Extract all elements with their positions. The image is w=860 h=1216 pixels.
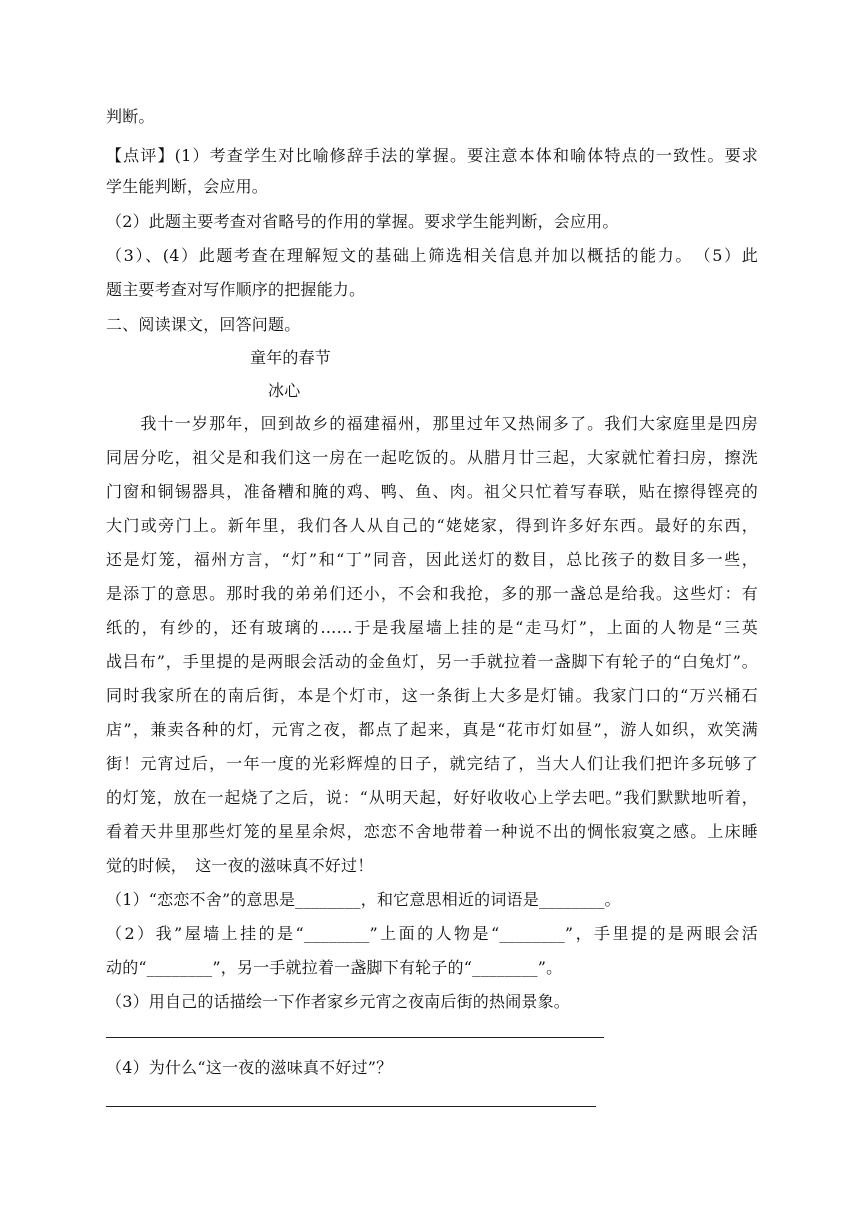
- passage-line: 是添丁的意思。那时我的弟弟们还小，不会和我抢，多的那一盏总是给我。这些灯：有: [106, 584, 758, 603]
- passage-line: 同居分吃，祖父是和我们这一房在一起吃饭的。从腊月廿三起，大家就忙着扫房，擦洗: [106, 448, 758, 467]
- passage-line: 还是灯笼，福州方言，“灯”和“丁”同音，因此送灯的数目，总比孩子的数目多一些，: [106, 550, 758, 569]
- passage-line: 的灯笼，放在一起烧了之后，说：“从明天起，好好收收心上学去吧。”我们默默地听着，: [106, 788, 758, 807]
- question-2-line-1: （2）我”屋墙上挂的是“________”上面的人物是“________”，手里提的是两眼会活: [106, 924, 758, 943]
- passage-line: 同时我家所在的南后街，本是个灯市，这一条街上大多是灯铺。我家门口的“万兴桶石: [106, 686, 758, 705]
- text-line: （3）、(4）此题考查在理解短文的基础上筛选相关信息并加以概括的能力。 （5）此: [106, 246, 758, 265]
- question-1: （1）“恋恋不舍”的意思是________，和它意思相近的词语是________。: [106, 890, 621, 909]
- section-heading: 二、阅读课文，回答问题。: [106, 315, 301, 334]
- passage-line: 店”，兼卖各种的灯，元宵之夜，都点了起来，真是“花市灯如昼”，游人如织，欢笑满: [106, 720, 758, 739]
- comment-heading-line: 【点评】(1）考查学生对比喻修辞手法的掌握。要注意本体和喻体特点的一致性。要求: [106, 146, 758, 165]
- text-line: 学生能判断，会应用。: [106, 177, 269, 196]
- text-line: 判断。: [106, 107, 155, 126]
- question-2-line-2: 动的“________”，另一手就拉着一盏脚下有轮子的“________”。: [106, 958, 563, 977]
- passage-line: 大门或旁门上。新年里，我们各人从自己的“姥姥家，得到许多好东西。最好的东西，: [106, 516, 758, 535]
- text-line: （2）此题主要考查对省略号的作用的掌握。要求学生能判断，会应用。: [106, 212, 619, 231]
- passage-line: 战吕布”，手里提的是两眼会活动的金鱼灯，另一手就拉着一盏脚下有轮子的“白兔灯”。: [106, 652, 758, 671]
- passage-line: 纸的，有纱的，还有玻璃的……于是我屋墙上挂的是“走马灯”，上面的人物是“三英: [106, 618, 758, 637]
- passage-line: 觉的时候， 这一夜的滋味真不好过！: [106, 856, 374, 875]
- passage-line: 街！元宵过后，一年一度的光彩辉煌的日子，就完结了，当大人们让我们把许多玩够了: [106, 754, 758, 773]
- text-line: 题主要考查对写作顺序的把握能力。: [106, 280, 366, 299]
- question-3: （3）用自己的话描绘一下作者家乡元宵之夜南后街的热闹景象。: [106, 992, 570, 1011]
- question-4: （4）为什么“这一夜的滋味真不好过”？: [106, 1058, 393, 1077]
- answer-line-q4[interactable]: [106, 1106, 596, 1107]
- answer-line-q3[interactable]: [106, 1037, 604, 1038]
- passage-line: 我十一岁那年，回到故乡的福建福州，那里过年又热闹多了。我们大家庭里是四房: [106, 414, 758, 433]
- passage-line: 门窗和铜锡器具，准备糟和腌的鸡、鸭、鱼、肉。祖父只忙着写春联，贴在擦得铿亮的: [106, 482, 758, 501]
- article-title: 童年的春节: [250, 348, 332, 367]
- article-author: 冰心: [268, 381, 301, 400]
- passage-line: 看着天井里那些灯笼的星星余烬，恋恋不舍地带着一种说不出的惆怅寂寞之感。上床睡: [106, 822, 758, 841]
